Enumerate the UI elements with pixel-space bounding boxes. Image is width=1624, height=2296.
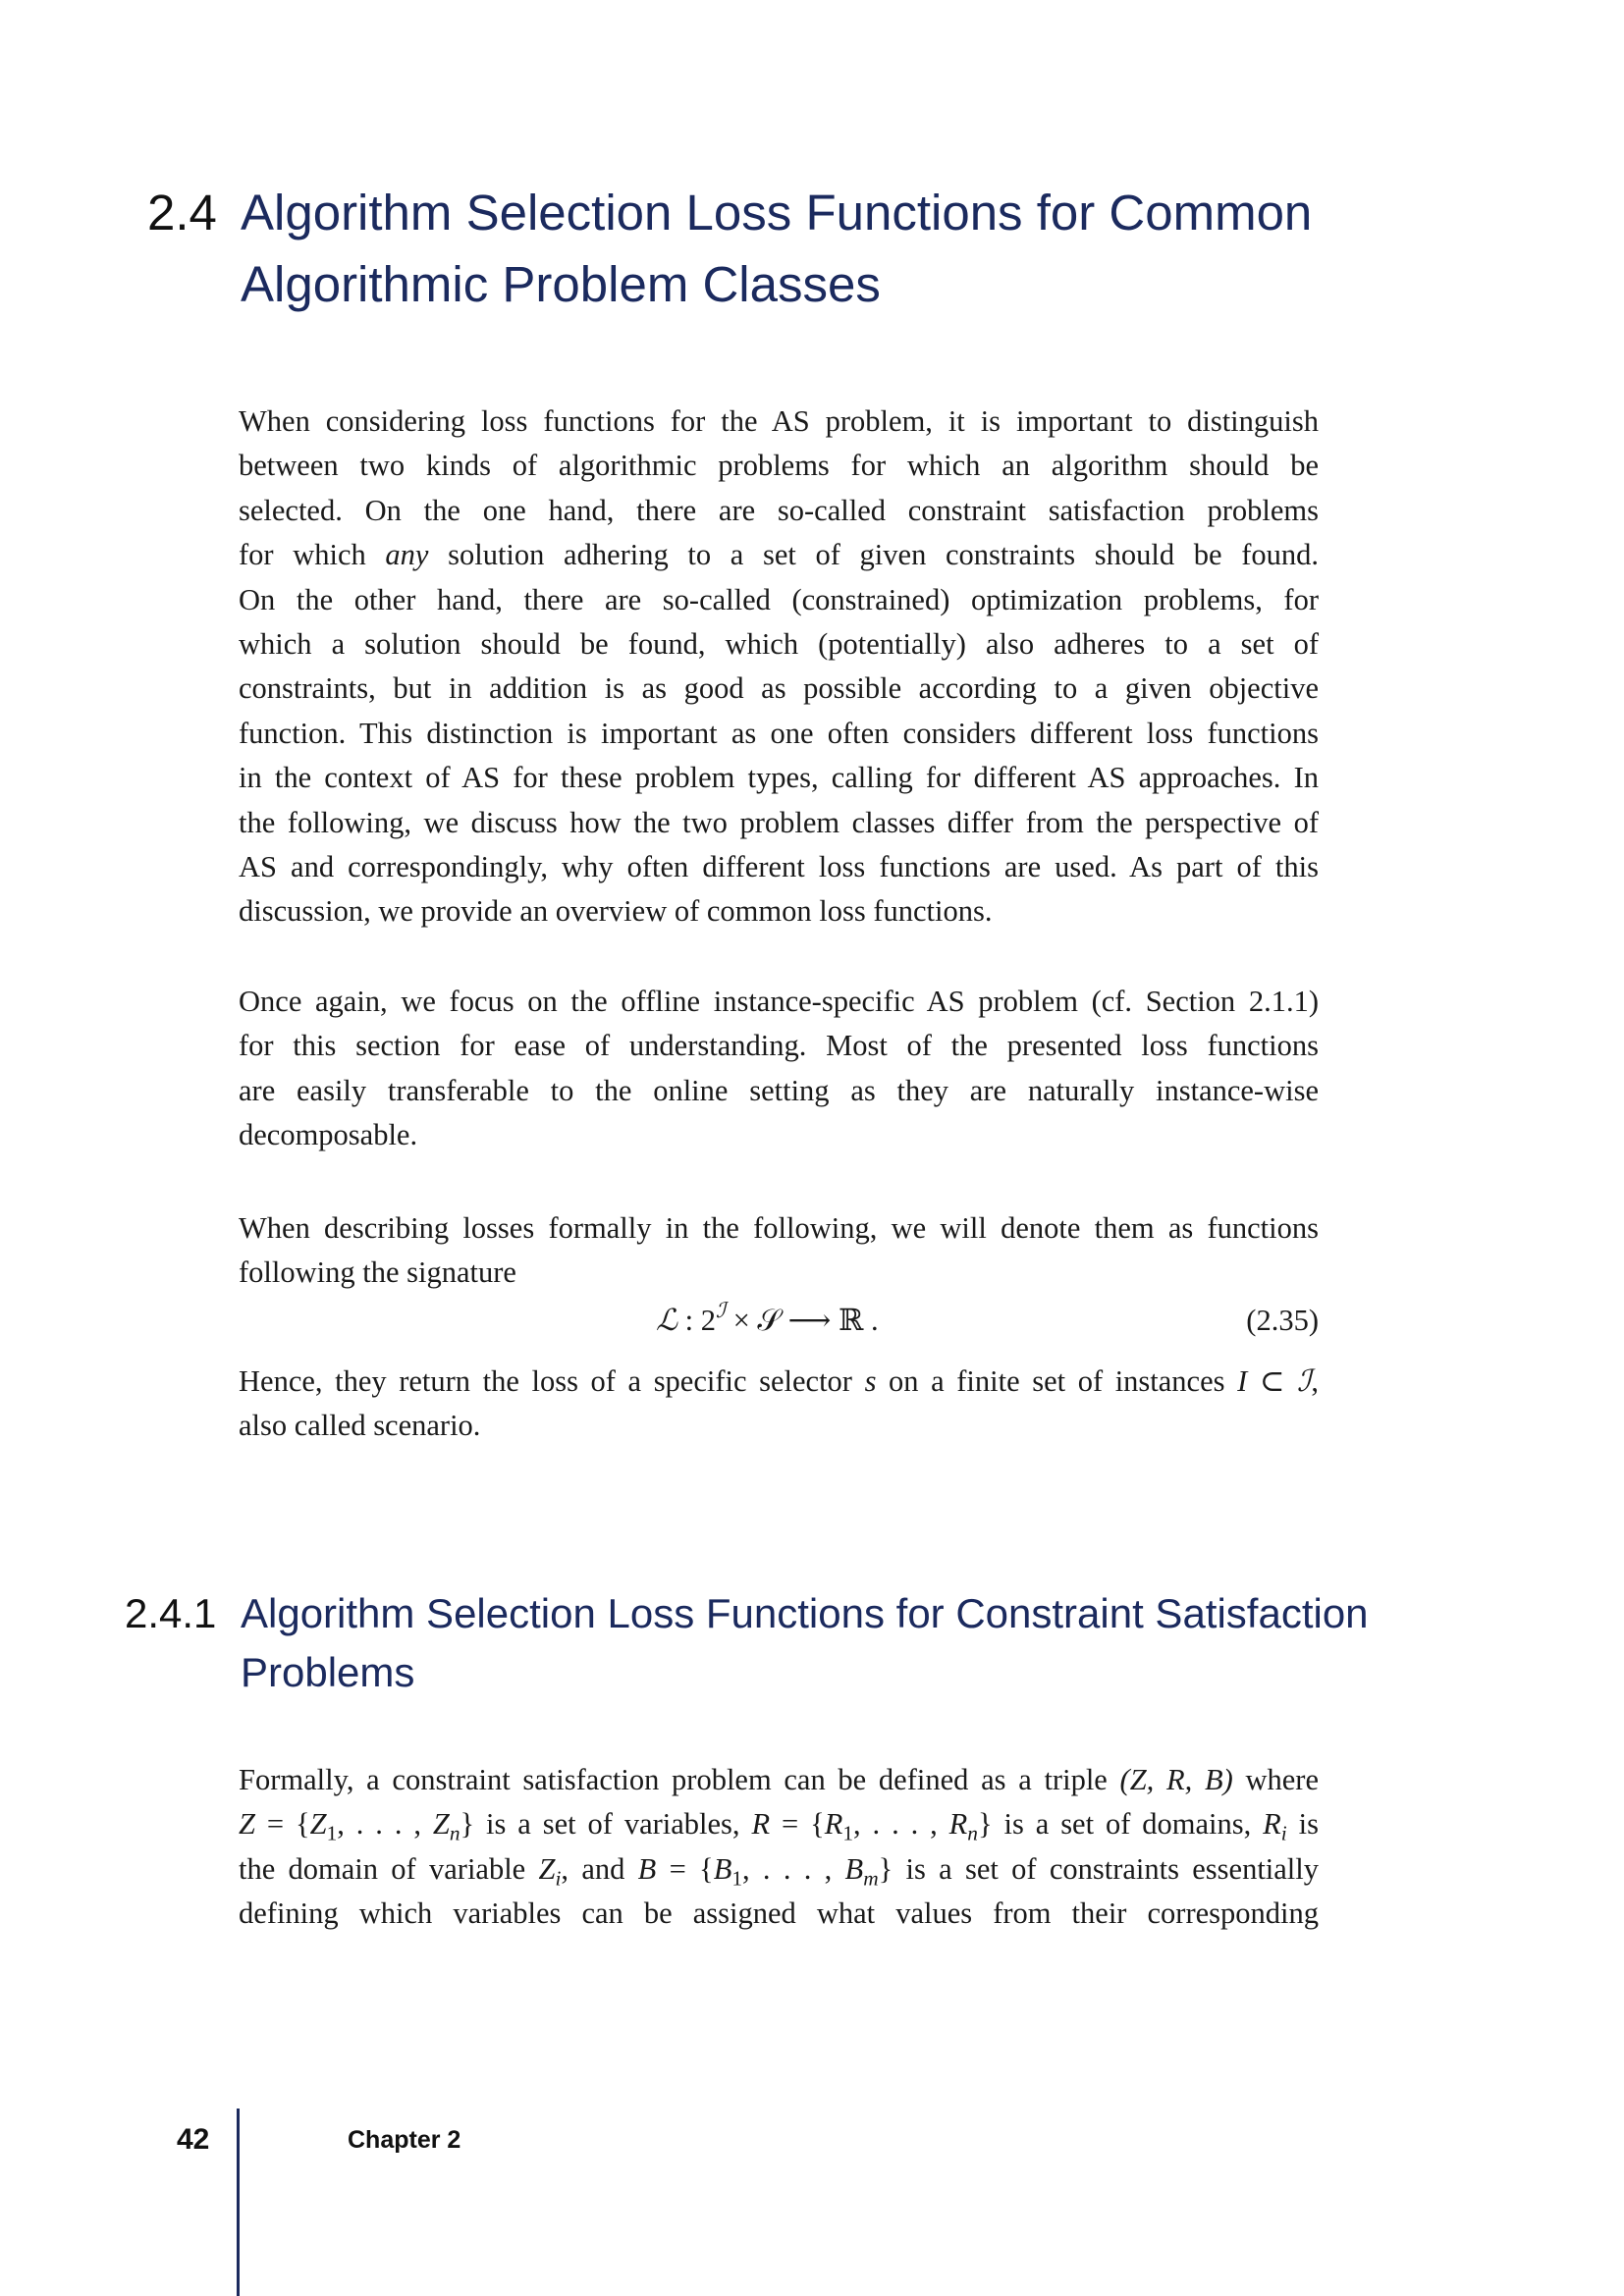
section-number: 2.4: [147, 185, 217, 240]
text-line: When describing losses formally in the following, we will denote them as functions: [239, 1211, 1319, 1245]
math-symbol: B: [713, 1851, 732, 1886]
text-line: discussion, we provide an overview of common loss functions.: [239, 894, 993, 929]
loss-symbol: ℒ: [656, 1304, 677, 1337]
page-number: 42: [177, 2123, 210, 2156]
subsection-title-line-2: Problems: [241, 1649, 415, 1695]
instance-space-symbol: ℐ: [715, 1299, 726, 1323]
paragraph-signature: [239, 1206, 1319, 1296]
text-line: the following, we discuss how the two problem classes differ from the perspective of: [239, 805, 1319, 839]
subscript: i: [1280, 1821, 1287, 1845]
equation-2-35: [239, 1296, 1319, 1340]
text-line: function. This distinction is important as one often considers different loss functions: [239, 716, 1319, 750]
subsection-number: 2.4.1: [125, 1590, 217, 1636]
text-line: for this section for ease of understanding. Most of the presented loss functions: [239, 1029, 1319, 1063]
subscript: i: [555, 1866, 562, 1891]
math-symbol: Z: [239, 1807, 255, 1842]
math-symbol: Z: [309, 1807, 327, 1842]
text-span: ,: [1311, 1364, 1319, 1398]
section-title-line-1: Algorithm Selection Loss Functions for Common: [241, 185, 1313, 240]
subscript: 1: [326, 1821, 338, 1845]
subsection-title-line-1: Algorithm Selection Loss Functions for Constraint Satisfaction: [241, 1590, 1369, 1636]
math-symbol: R: [824, 1807, 843, 1842]
text-line: following the signature: [239, 1255, 516, 1290]
text-line: [239, 1360, 1319, 1404]
text-span: solution adhering to a set of given constraints should be found.: [428, 538, 1319, 572]
text-span: = {: [254, 1807, 310, 1842]
math-symbol: R: [1263, 1807, 1281, 1842]
text-span: = {: [770, 1807, 825, 1842]
math-symbol: R: [948, 1807, 968, 1842]
paragraph-hence: [239, 1360, 1319, 1449]
math-symbol: B: [637, 1851, 657, 1886]
chapter-label: Chapter 2: [348, 2126, 461, 2154]
text-span: } is a set of constraints essentially: [878, 1851, 1319, 1886]
text-line: which a solution should be found, which (potentially) also adheres to a set of: [239, 627, 1319, 662]
text-line: defining which variables can be assigned what values from their corresponding: [239, 1896, 1319, 1931]
paragraph-intro: [239, 400, 1319, 934]
text-span: = {: [656, 1851, 714, 1886]
math-symbol: Z: [432, 1807, 450, 1842]
text-span: × 𝒮 ⟶ ℝ .: [725, 1304, 879, 1337]
math-cal-I: ℐ: [1297, 1364, 1312, 1398]
text-line: between two kinds of algorithmic problems for which an algorithm should be: [239, 449, 1319, 483]
text-span: } is a set of variables,: [460, 1807, 752, 1842]
math-symbol: B: [844, 1851, 864, 1886]
text-line: are easily transferable to the online setting as they are naturally instance-wise: [239, 1073, 1319, 1107]
text-span: is: [1286, 1807, 1319, 1842]
text-span: : 2: [677, 1304, 716, 1337]
subscript: 1: [842, 1821, 854, 1845]
math-triple: (Z, R, B): [1119, 1763, 1233, 1796]
equation-number: (2.35): [1246, 1304, 1319, 1337]
footer-rule: [237, 2109, 240, 2296]
text-line: constraints, but in addition is as good as possible according to a given objective: [239, 671, 1319, 706]
text-span: where: [1232, 1763, 1319, 1796]
text-span: Hence, they return the loss of a specific selector: [239, 1364, 865, 1398]
text-span: for which: [239, 538, 386, 572]
text-line: AS and correspondingly, why often different loss functions are used. As part of this: [239, 850, 1319, 884]
text-line: When considering loss functions for the AS problem, it is important to distinguish: [239, 404, 1319, 438]
text-line: decomposable.: [239, 1118, 418, 1152]
text-line: Once again, we focus on the offline instance-specific AS problem (cf. Section 2.1.1): [239, 985, 1319, 1018]
text-line: [239, 533, 1319, 577]
text-line: [239, 1802, 1319, 1846]
text-line: in the context of AS for these problem types, calling for different AS approaches. In: [239, 761, 1319, 795]
emphasis-any: any: [385, 538, 429, 572]
text-span: on a finite set of instances: [876, 1364, 1238, 1398]
math-symbol: R: [751, 1807, 771, 1842]
text-span: the domain of variable: [239, 1851, 539, 1886]
paragraph-offline-focus: [239, 980, 1319, 1158]
equation-formula: [656, 1299, 879, 1339]
text-span: , . . . ,: [337, 1807, 433, 1842]
text-line: also called scenario.: [239, 1409, 481, 1443]
text-line: [239, 1758, 1319, 1802]
text-span: ⊂: [1247, 1364, 1298, 1398]
text-span: Formally, a constraint satisfaction problem can be defined as a triple: [239, 1763, 1120, 1796]
section-title-line-2: Algorithmic Problem Classes: [241, 256, 881, 312]
math-symbol: Z: [538, 1851, 556, 1886]
text-line: selected. On the one hand, there are so-called constraint satisfaction problems: [239, 493, 1319, 527]
text-line: On the other hand, there are so-called (constrained) optimization problems, for: [239, 582, 1319, 616]
text-span: , . . . ,: [853, 1807, 949, 1842]
subscript: m: [863, 1866, 879, 1891]
text-line: [239, 1847, 1319, 1892]
text-span: , . . . ,: [742, 1851, 845, 1886]
paragraph-csp-definition: [239, 1758, 1319, 1937]
subscript: 1: [731, 1866, 742, 1891]
text-span: , and: [561, 1851, 638, 1886]
math-s: s: [864, 1364, 877, 1398]
subscript: n: [449, 1821, 460, 1845]
math-I: I: [1237, 1364, 1248, 1398]
text-span: } is a set of domains,: [977, 1807, 1264, 1842]
subscript: n: [967, 1821, 978, 1845]
